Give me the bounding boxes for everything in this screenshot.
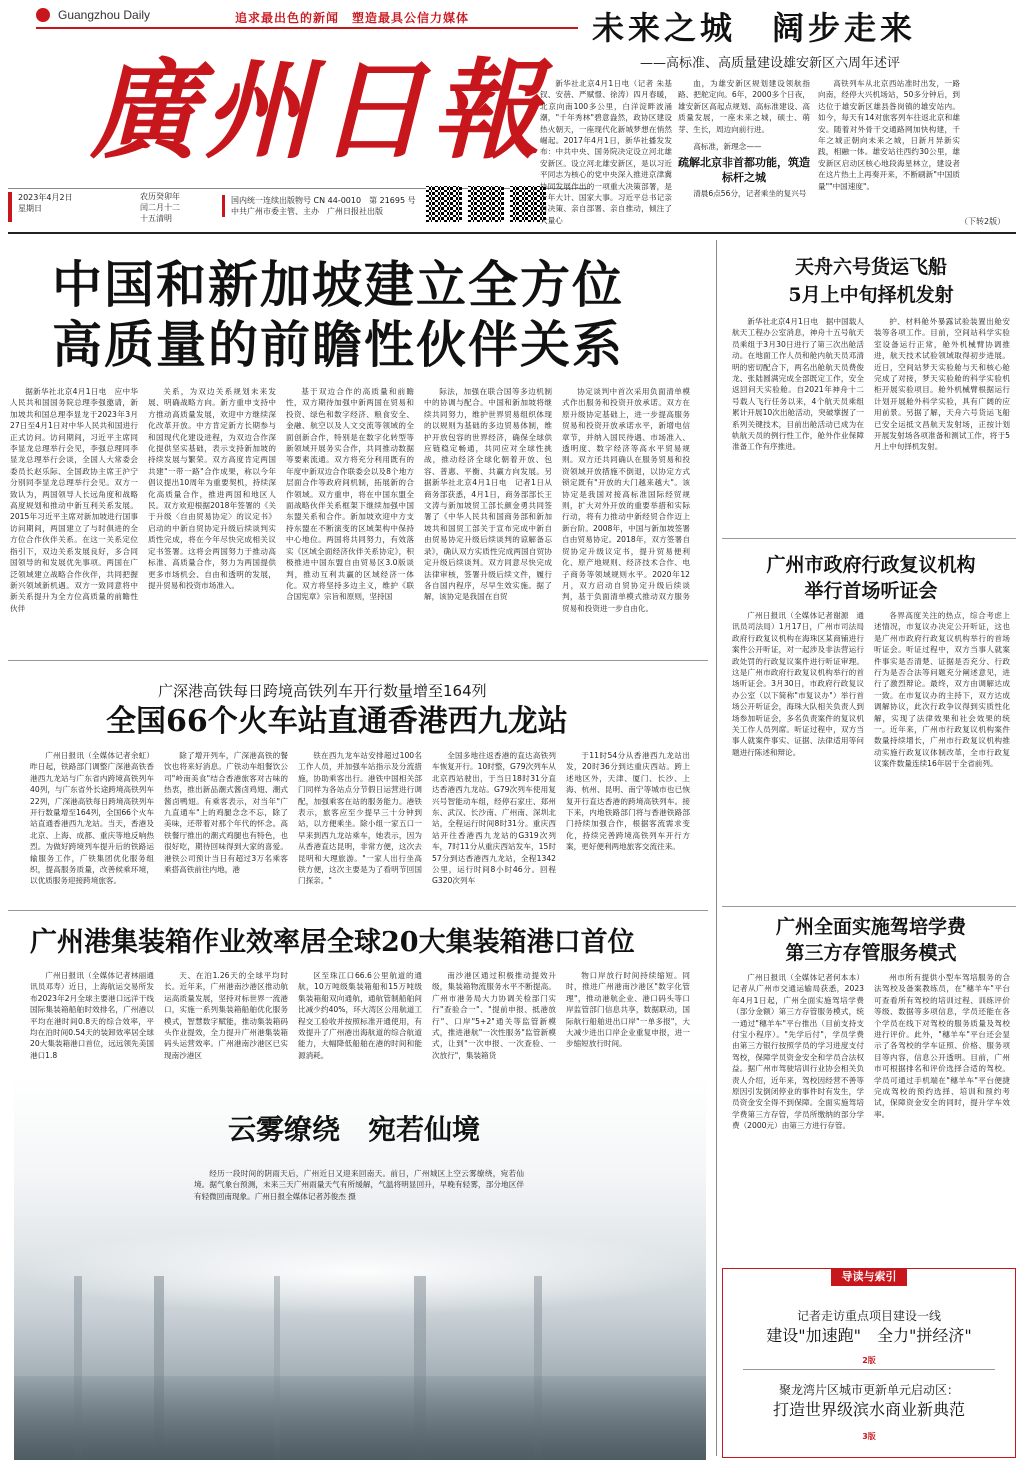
ground-haze xyxy=(14,1376,706,1460)
right-column-divider xyxy=(716,240,717,1456)
reconsider-col-2: 各界高度关注的热点，综合考虑上述情况，市复议办决定公开听证，这也是广州市政府行政复议机构举行的首场听证会。听证过程中，双方当事人就案件事实是否清楚、证据是否充分、行政行为是否合法等问题充分阐述意见，进行了激烈辩论。最终，双方由调解达成一致。在市复议办的主持下，双方达成调解协议，此次行政争议得到实质性化解，实现了法律效果和社会效果的统一。近年来，广州市行政复议机构案件数量持续增长，广州市行政复议机构推动实施行政复议体制改革，全市行政复议案件数量连续16年居于全省前列。 xyxy=(874,611,1010,769)
top-story-title: 未来之城 阔步走来 xyxy=(592,9,917,47)
top-story-col-2: 血，为雄安新区规划建设领航指路、把舵定向。6年，2000多个日夜，雄安新区高起点规划、高标准建设、高质量发展，一座未来之城，硕士、萌芽、生长，周边向前行进。 高标准，新理念—— 疏解北京非首都功能，筑造标杆之城 清晨6点56分，记者乘坐的复兴号 xyxy=(678,79,810,199)
lead-story-col-1: 据新华社北京4月1日电 应中华人民共和国国务院总理李强邀请，新加坡共和国总理李显龙于2023年3月27日至4月1日对中华人民共和国进行正式访问。访问期间，习近平主席同李显龙总理举行会见，李强总理同李显龙总理举行会谈，全国人大常委会委员长赵乐际、全国政协主席王沪宁分别同李显龙总理举行会见。双方一致认为，两国领导人长远角度和战略高度规划和推动中新互利关系发展。2015年习近平主席对新加坡进行国事访问期间，两国建立了与时俱进的全方位合作伙伴关系。在这一关系定位指引下，双边关系发展良好，多合同国领导的和发展优先事项。两国在广泛领域建立战略合作伙伴，共同把握新兴领域新机遇。双方一致同意将中新关系提升为全方位高质量的前瞻性伙伴 xyxy=(10,387,138,613)
lead-story-col-5: 协定谈判中首次采用负面清单模式作出服务和投资开放承诺。双方在原升级协定基础上，进一步提高服务贸易和投资开放承诺水平，新增电信章节，并纳入国民待遇、市场准入、透明度、数字经济等高水平贸易规则。双方还共同确认在服务贸易和投资领域开放措施不倒退，以协定方式锁定既有"开放的大门越来越大"。该协定是我国对接高标准国际经贸规则，扩大对外开放的重要举措和实际行动，将有力推动中新经贸合作迈上新台阶。2008年，中国与新加坡签署自由贸易协定。2018年，双方签署自贸协定升级议定书，提升贸易便利化、原产地规则、经济技术合作、电子商务等领域规则水平。2020年12月，双方启动自贸协定升级后续谈判，基于负面清单模式推动双方服务贸易和投资进一步自由化。 xyxy=(562,387,690,613)
top-story-jump[interactable]: （下转2版） xyxy=(960,217,1006,226)
top-story-subhead: 疏解北京非首都功能，筑造标杆之城 xyxy=(678,156,810,185)
port-story-col-1: 广州日报讯（全媒体记者林丽通讯员邓寿）近日，上海航运交易所发布2023年2月全球主要港口远洋干线国际集装箱船舶时效排名，广州港以平均在港时间0.8天的综合效率，平均在泊时间0.54天的装卸效率居全球20大集装箱港口首位，远远领先美国港口1.8 xyxy=(30,971,154,1060)
driving-story xyxy=(722,910,1020,1270)
masthead xyxy=(0,0,590,232)
guide-item-2-sub: 聚龙湾片区城市更新单元启动区： xyxy=(778,1383,959,1397)
masthead-divider xyxy=(8,232,1016,234)
port-story-col-4: 南沙港区通过积极推动提效升级，集装箱物流服务水平不断提高。广州市港务局大力协调关检部门实行"查验合一"、"提前申报、抵港放行"、口岸"5+2"通关等监管新模式，推进港航"一次性服务"监管新模式，让到"一次申报、一次查验、一次放行"，集装箱货 xyxy=(432,971,556,1060)
lead-story-col-4: 际法，加强在联合国等多边机制中的协调与配合。中国和新加坡将继续共同努力，维护世界贸易组织体现的以规则为基础的多边贸易体制，维护开放包容的世界经济，确保全球供应链稳定畅通，共同应对全球性挑战，推动经济全球化朝着开放、包容、普惠、平衡、共赢方向发展。另据新华社北京4月1日电 记者1日从商务部获悉，4月1日，商务部部长王文涛与新加坡贸工部长颜金勇共同签署了《中华人民共和国商务部和新加坡共和国贸工部关于宣布完成中新自由贸易协定升级后续谈判的谅解备忘录》，确认双方实质性完成两国自贸协定升级后续谈判。双方同意尽快完成法律审核，签署升级后续文件，履行各自国内程序，尽早生效实施。据了解，该协定是我国在自贸 xyxy=(424,387,552,602)
lead-divider xyxy=(8,660,708,661)
wordmark: 廣州日報 xyxy=(90,48,547,174)
reconsider-col-1: 广州日报讯（全媒体记者谢源 通讯员司法局）1月17日，广州市司法局政府行政复议机构在海珠区某商铺进行案件公开听证，对一起涉及非法营运行政处罚的行政复议案件进行听证审理。这是广州市政府行政复议机构举行的首场听证会。3月30日，市政府行政复议办公室（以下简称"市复议办"）举行首场公开听证会，海珠大队相关负责人到场参加听证会，多名负责案件的复议机关工作人员列席。听证过程中，双方当事人就案件事实、证据、法律适用等问题进行陈述和辩论。 xyxy=(732,611,864,757)
guide-item-1-page[interactable]: 2版 xyxy=(862,1356,876,1365)
port-story xyxy=(8,914,708,1066)
rail-divider xyxy=(8,910,708,911)
issue-weekday: 星期日 xyxy=(18,204,42,213)
rail-story-subtitle: 广深港高铁每日跨境高铁列车开行数量增至164列 xyxy=(158,682,487,700)
driving-col-2: 州市所有提供小型车驾培服务的合法驾校及备案教练员，在"穗羊车"平台可查看所有驾校的培训过程、训练评价等级、数据等多项信息，学员还能在各个学员在线下对驾校的服务质量及驾校进行评价。此外，"穗羊车"平台还会显示了各驾校的学车证照、价格、服务项目等内容，信息公开透明。目前，广州市可根据排名和评价选择合适的驾校。学员可通过手机端在"穗羊车"平台便捷完成驾校的预约选择、培训和预约考试，保障资金安全的同时，提升学车效率。 xyxy=(874,973,1010,1119)
reconsider-story xyxy=(722,544,1020,902)
guangzhou-daily-logo-icon xyxy=(36,8,50,22)
reconsider-divider xyxy=(722,906,1016,907)
shenzhou-story xyxy=(722,250,1020,530)
reconsider-title-line-1: 广州市政府行政复议机构 xyxy=(766,554,976,576)
rail-story-col-5: 于11时54分从香港西九龙站出发，20时36分到达重庆西站。跨上述地区外，天津、厦门、长沙、上海、杭州、昆明、南宁等城市也已恢复开行直达香港的跨境高铁列车。接下来，内地铁路部门将与香港铁路部门持续加强合作，根据客流需求变化，持续完善跨境高铁列车开行方案，更好便利两地旅客交流往来。 xyxy=(566,751,690,852)
publish-info xyxy=(222,195,431,217)
fog-city-photo[interactable] xyxy=(14,1076,706,1460)
lead-story-title-line-1: 中国和新加坡建立全方位 xyxy=(52,255,624,314)
guide-item-1-sub: 记者走访重点项目建设一线 xyxy=(796,1309,941,1323)
publish-line-2: 中共广州市委主管、主办 广州日报社出版 xyxy=(231,207,383,216)
shenzhou-title-line-2: 5月上中旬择机发射 xyxy=(788,284,954,306)
driving-title-line-1: 广州全面实施驾培学费 xyxy=(775,916,966,938)
lunar-line-3: 十五清明 xyxy=(140,214,172,223)
rail-story-title: 全国66个火车站直通香港西九龙站 xyxy=(106,704,568,739)
port-story-col-5: 物口岸放行时间持续缩短。同时，推进广州港南沙港区"数字化管理"，推动港航企业、港口码头等口岸监管部门信息共享，数据联动，国际航行船舶进出口岸"一单多报"，大大减少进出口岸企业重复申报，进一步缩短放行时间。 xyxy=(566,971,690,1049)
lead-story-col-3: 基于双边合作的高质量和前瞻性，双方期待加强中新两国在贸易和投资、绿色和数字经济、粮食安全、金融、航空以及人文交流等领域的全面创新合作，特别是在数字化转型等新领域开展务实合作，共同推动数据等要素流通。双方将充分利用既有的年度中新双边合作联委会以及8个地方层面合作等政府间机制，拓展新的合作领域。双方重申，将在中国东盟全面战略伙伴关系框架下继续加强中国东盟关系和合作。新加坡欢迎中方支持东盟在不断演变的区域架构中保持中心地位。两国将共同努力，有效落实《区域全面经济伙伴关系协定》，积极推进中国东盟自由贸易区3.0版谈判，推动互利共赢的区域经济一体化。双方将坚持多边主义，维护《联合国宪章》宗旨和原则，坚持国 xyxy=(286,387,414,602)
guide-item-2-title[interactable]: 打造世界级滨水商业新典范 xyxy=(772,1400,965,1419)
english-name: Guangzhou Daily xyxy=(58,8,151,22)
rail-story xyxy=(8,664,708,906)
shenzhou-col-2: 护、材料舱外暴露试验装置出舱安装等各项工作。目前，空间站科学实验室设备运行正常，舱外机械臂协调推进，航天技术试验领域取得初步进展。近日，空间站梦天实验舱与天和核心舱完成了对接，梦天实验舱的科学实验机柜开展实验项目。舱外机械臂根据运行计划开展舱外科学实验，具有广阔的应用前景。另据了解，天舟六号货运飞船已安全运抵文昌航天发射场，正按计划开展发射场各项准备和测试工作，将于5月上中旬择机发射。 xyxy=(874,317,1010,452)
guide-item-2-page[interactable]: 3版 xyxy=(862,1432,876,1441)
port-story-col-2: 天、在泊1.26天的全球平均时长。近年来，广州港南沙港区推动航运高质量发展，坚持对标世界一流港口，实施一系列集装箱船舶优化服务模式，智慧数字赋能，推动集装箱码头作业提效，全力提升广州港集装箱码头运营效率。广州港南沙港区已实现南沙港区 xyxy=(164,971,288,1060)
lunar-line-1: 农历癸卯年 xyxy=(140,192,180,201)
top-story-col-1: 新华社北京4月1日电（记者 朱基钗、安蓓、严赋憬、徐涛）四月春暖，北京向南100多公里，白洋淀畔波涌潮，"千年秀林"碧意盎然，政协区建设热火朝天，一座现代化新城梦想在悄然崛起。2017年4月1日，新华社播发发布：中共中央、国务院决定设立河北雄安新区。设立河北雄安新区，是以习近平同志为核心的党中央深入推进京津冀协同发展作出的一项重大决策部署，是千年大计、国家大事。习近平总书记亲自决策、亲自部署、亲自推动，倾注了大量心 xyxy=(540,79,672,225)
rail-story-col-4: 全国多地往返香港的直达高铁列车恢复开行。10时整，G79次列车从北京西站驶出，于当日18时31分直达香港西九龙站。G79次列车使用复兴号智能动车组，经停石家庄、郑州东、武汉、长沙南、广州南、深圳北站，全程运行时间8时31分。重庆西站开往香港西九龙站的G319次列车，7时11分从重庆西站发车，15时57分到达香港西九龙站，全程1342公里，运行时间8小时46分。回程G320次列车 xyxy=(432,751,556,886)
port-story-title: 广州港集装箱作业效率居全球20大集装箱港口首位 xyxy=(30,927,635,958)
guide-box xyxy=(722,1268,1016,1458)
shenzhou-col-1: 新华社北京4月1日电 据中国载人航天工程办公室消息，神舟十五号航天员乘组于3月30日进行了第三次出舱活动。在地面工作人员和舱内航天员邓清明的密切配合下，两名出舱航天员费俊龙、张陆圆满完成全部既定工作，安全返回问天实验舱。自2021年神舟十二号载人飞行任务以来，4个航天员乘组累计开展10次出舱活动，突破掌握了一系列关键技术，目前出舱活动已成为在轨航天员的例行性工作，舱外作业保障准备工作有序推进。 xyxy=(732,317,864,452)
date-block xyxy=(8,192,128,222)
lunar-line-2: 闰二月十二 xyxy=(140,203,180,212)
rail-story-col-3: 铁在西九龙车站安排超过100名工作人员，并加强车站指示及分流措施，协助乘客出行。港铁中国相关部门同样为各站点分节假日运营进行调配，加强乘客在站的服务能力。港铁表示，旅客应至少提早三十分钟到站，以方便乘坐。除小组一家五口一早来到西九龙站乘车，她表示，因为从香港直达昆明，非常方便，这次去昆明和大理旅游。"一家人出行坐高铁方便，这次主要是为了看明节回国门探亲。" xyxy=(298,751,422,886)
qr-code-1[interactable] xyxy=(426,186,462,222)
top-story-subtitle: ——高标准、高质量建设雄安新区六周年述评 xyxy=(640,56,901,71)
lead-story-col-2: 关系，为双边关系规划未来发展、明确战略方向。新方重申支持中方推动高质量发展，欢迎中方继续深化改革开放。中方肯定新方长期参与和国现代化建设进程，为双边合作深化提供坚实基础，表示支持新加坡的持续发展与繁荣。双方高度肯定两国共建"一带一路"合作成果，称以今年倡议提出10周年为重要契机，持续深化高质量合作，推进两国和地区人民。双方欢迎根据2018年签署的《关于升级〈自由贸易协定〉的议定书》启动的中新自贸协定升级后续谈判实质性完成，将在今年尽快完成相关议定书签署。这将会两国努力于推动高标准、高质量合作，努力为两国提供更多市场机会、自由和透明的发展，提升贸易和投资市场准入。 xyxy=(148,387,276,590)
top-story-kicker: 高标准，新理念—— xyxy=(693,142,762,152)
guide-item-1-title[interactable]: 建设"加速跑" 全力"拼经济" xyxy=(766,1326,972,1345)
guide-item-divider xyxy=(743,1369,995,1370)
lead-story-title-line-2: 高质量的前瞻性伙伴关系 xyxy=(52,315,624,374)
reconsider-title-line-2: 举行首场听证会 xyxy=(804,580,938,602)
lead-story xyxy=(8,240,708,640)
port-story-col-3: 区至珠江口66.6公里航道的通航，10万吨级集装箱船和15万吨级集装箱船双向通航，通航管制船舶间比减少约40%，环大湾区公用航道工程交工验收并按照标准开通使用，有效提升了广州港出海航道的综合航道能力，大幅降低船舶在港的时间和能源消耗。 xyxy=(298,971,422,1060)
guide-header: 导读与索引 xyxy=(831,1268,907,1286)
lunar-date xyxy=(140,191,200,224)
qr-code-2[interactable] xyxy=(468,186,504,222)
publish-line-1: 国内统一连续出版物号 CN 44-0010 第 21695 号 xyxy=(231,196,416,205)
issue-date: 2023年4月2日 xyxy=(18,193,73,202)
top-story xyxy=(540,0,1020,232)
slogan: 追求最出色的新闻 塑造最具公信力媒体 xyxy=(235,11,470,25)
photo-story-title: 云雾缭绕 宛若仙境 xyxy=(228,1113,481,1146)
rail-story-col-1: 广州日报讯（全媒体记者余虹）昨日起，铁路部门调整广深港高铁香港西九龙站与广东省内跨境高铁列车40列，与广东省外长途跨境高铁列车22列，广深港高铁每日跨境高铁列车开行数量增至164列，全国66个火车站直通香港西九龙站。当天，香港及北京、上海、成都、重庆等地反响热烈。为做好跨境列车提升后的铁路运输服务工作，广铁集团优化服务组织，提高服务质量，改善候乘环境，以优质服务迎接跨境旅客。 xyxy=(30,751,154,886)
shenzhou-divider xyxy=(722,538,1016,539)
shenzhou-title-line-1: 天舟六号货运飞船 xyxy=(794,256,947,278)
photo-story-caption: 经历一段时间的阴雨天后，广州近日又迎来回南天。前日，广州城区上空云雾缭绕，宛若仙境。据气象台预测，未来三天广州雨量天气有所缓解，气温将明显回升，早晚有轻雾，部分地区伴有轻微回南现象。广州日报全媒体记者苏俊杰 摄 xyxy=(194,1169,524,1201)
driving-col-1: 广州日报讯（全媒体记者何本本）记者从广州市交通运输局获悉，2023年4月1日起，广州全面实施驾培学费（部分金额）第三方存管服务模式，统一通过"穗羊车"平台推出（目前支持支付宝小程序）。"先学后付"，学员学费由第三方银行按照学员的学习进度支付驾校，保障学员资金安全和学员合法权益。据广州市驾驶培训行业协会相关负责人介绍，近年来，驾校因经营不善等原因引发倒闭停业的事件时有发生，学员资金安全得不到保障。全面实施驾培学费第三方存管，学员所缴纳的部分学费（2000元）由第三方进行存管。 xyxy=(732,973,864,1131)
driving-title-line-2: 第三方存管服务模式 xyxy=(785,942,957,964)
slogan-rule xyxy=(36,27,578,29)
top-story-col-3: 高铁列车从北京西站准时出发，一路向南，经停大兴机场站，50多分钟后，到达位于雄安新区雄县昝岗镇的雄安站内。如今，每天有14对旅客列车往返北京和雄安。随着对外骨干交通路网加快构建，千年之城正朝向未来之城，日新月异新实践，相融一体。雄安站往西约30公里，雄安新区启动区核心地段海星林立，建设者在这片热土上再奏开来，不断刷新"中国质量""中国速度"。 xyxy=(818,79,960,191)
rail-story-col-2: 除了增开列车，广深港高铁的餐饮也将来好消息。广铁动车组餐饮公司"岭南美食"结合香港旅客对古味的热衷，推出新品潮式酱卤鸡翅、潮式酱卤鸭翅。有乘客表示，对当年"广九直通车"上的鸡腿念念不忘，除了美味，还带着对那个年代的怀念。高铁餐厅推出的潮式鸡腿也有特色，也很好吃，期待回味得到大家的喜爱。港铁公司预计当日有超过3万名乘客乘搭高铁前往内地，港 xyxy=(164,751,288,875)
